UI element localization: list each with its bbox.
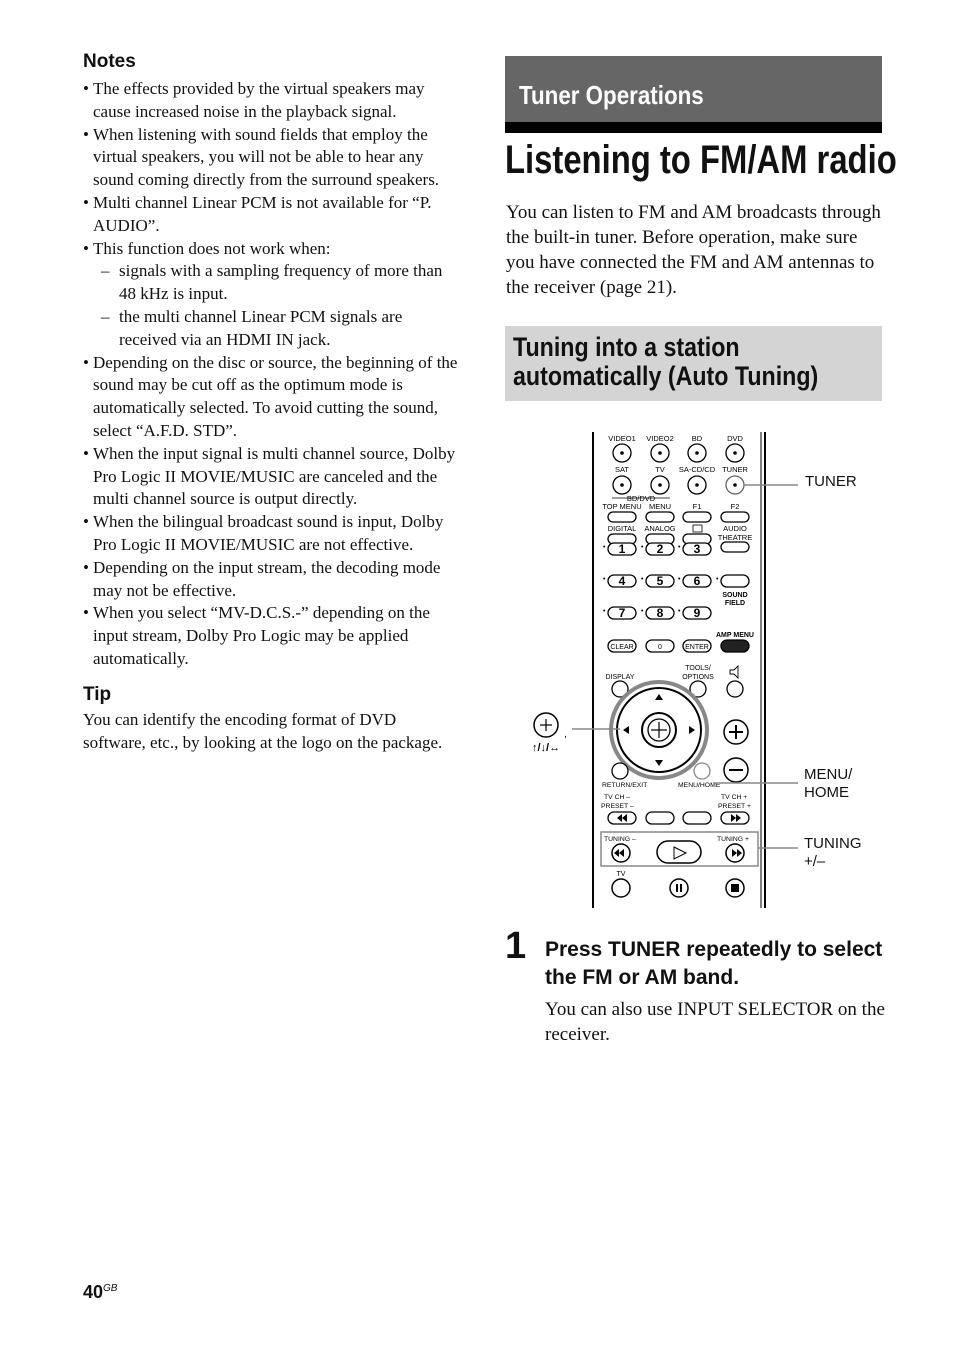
note-subitem: – signals with a sampling frequency of more than 48 kHz is input. [101, 261, 443, 304]
num-4: 4 [618, 574, 626, 588]
note-sublist [93, 260, 463, 351]
section-title: Tuner Operations [519, 80, 704, 110]
bd-label: BD [691, 434, 703, 443]
tuning-plus-label: TUNING + [717, 836, 749, 843]
sat-label: SAT [614, 465, 630, 474]
zero-label: 0 [658, 644, 662, 651]
theatre-label: THEATRE [717, 533, 753, 542]
digital-label: DIGITAL [607, 524, 637, 533]
svg-text:•: • [603, 576, 606, 583]
enter-label: ENTER [685, 644, 709, 651]
tv-ch-minus-label: TV CH – [604, 794, 631, 801]
tv-label: TV [655, 465, 665, 474]
num-7: 7 [618, 606, 626, 620]
note-subitem: – the multi channel Linear PCM signals are received via an HDMI IN jack. [101, 306, 403, 349]
tip-text: You can identify the encoding format of DVD software, etc., by looking at the logo on the package. [83, 709, 443, 752]
svg-text:•: • [641, 576, 644, 583]
callout-menu-line: MENU/ [804, 766, 853, 783]
svg-text:•: • [678, 544, 681, 551]
svg-text:•: • [678, 576, 681, 583]
menu-label: MENU [648, 502, 672, 511]
num-9: 9 [693, 606, 701, 620]
callout-menu-home [804, 766, 852, 802]
tools-label: TOOLS/ [685, 665, 711, 672]
top-menu-label: TOP MENU [602, 502, 642, 511]
subsection-banner [505, 326, 882, 401]
tuner-label: TUNER [722, 465, 748, 474]
field-label: FIELD [724, 600, 746, 607]
note-item: • When you select “MV-D.C.S.-” depending on the input stream, Dolby Pro Logic may be applied automatically. [83, 603, 430, 668]
sound-label: SOUND [722, 592, 748, 599]
note-item: • Depending on the input stream, the decoding mode may not be effective. [83, 557, 441, 600]
step-heading: Press TUNER repeatedly to select the FM or AM band. [545, 938, 883, 989]
sacd-label: SA-CD/CD [678, 465, 716, 474]
callout-plusminus-line: +/– [804, 853, 826, 870]
note-item: • Depending on the disc or source, the beginning of the sound may be cut off as the optimum mode is automatically selected. To avoid cutting the sound, select “A.F.D. STD”. [83, 352, 458, 440]
svg-text:•: • [641, 608, 644, 615]
intro-paragraph: You can listen to FM and AM broadcasts through the built-in tuner. Before operation, make sure you have connected the FM and AM antennas to the receiver (page 21). [506, 202, 881, 298]
display-label: DISPLAY [605, 674, 635, 681]
notes-heading: Notes [83, 51, 136, 72]
section-banner [505, 56, 882, 122]
arrow-keys-icon: ↑/↓/↔ [532, 742, 561, 754]
svg-text:•: • [678, 608, 681, 615]
amp-menu-label: AMP MENU [716, 632, 754, 639]
tuning-minus-label: TUNING – [604, 836, 636, 843]
audio-label: AUDIO [723, 524, 747, 533]
nav-keys-indicator [530, 708, 620, 756]
video1-label: VIDEO1 [608, 434, 636, 443]
num-1: 1 [618, 542, 626, 556]
tv-bottom-label: TV [616, 871, 626, 878]
tv-ch-plus-label: TV CH + [721, 794, 748, 801]
num-5: 5 [656, 574, 664, 588]
svg-text:•: • [603, 544, 606, 551]
options-label: OPTIONS [682, 674, 714, 681]
note-item: • This function does not work when: – signals with a sampling frequency of more than 48 kHz is input. – the multi channel Linear PCM signals are received via an HDMI IN jack. [83, 238, 463, 352]
num-6: 6 [693, 574, 701, 588]
preset-plus-label: PRESET + [718, 803, 751, 810]
notes-list [83, 78, 463, 671]
section-rule [505, 122, 882, 133]
subsection-title: Tuning into a station automatically (Auto Tuning) [513, 332, 819, 391]
tip-heading: Tip [83, 683, 112, 705]
notes-column [83, 50, 463, 754]
step-number: 1 [505, 925, 527, 967]
dvd-label: DVD [727, 434, 743, 443]
f1-label: F1 [692, 502, 702, 511]
video2-label: VIDEO2 [646, 434, 674, 443]
svg-text:•: • [716, 576, 719, 583]
num-3: 3 [693, 542, 701, 556]
clear-label: CLEAR [610, 644, 634, 651]
callout-home-line: HOME [804, 784, 849, 801]
note-item: • The effects provided by the virtual speakers may cause increased noise in the playback signal. [83, 79, 425, 121]
bd-dvd-label: BD/DVD [626, 494, 656, 503]
note-item: • When the input signal is multi channel source, Dolby Pro Logic II MOVIE/MUSIC are canceled and the multi channel source is output directly. [83, 443, 456, 509]
f2-label: F2 [730, 502, 740, 511]
page-number: $40^{GB}$ [83, 1282, 118, 1302]
note-item: • When listening with sound fields that employ the virtual speakers, you will not be able to hear any sound coming directly from the surround speakers. [83, 124, 440, 190]
num-8: 8 [656, 606, 664, 620]
menu-home-remote-label: MENU/HOME [678, 782, 721, 789]
note-item: • Multi channel Linear PCM is not available for “P. AUDIO”. [83, 192, 432, 235]
callout-tuning-line: TUNING [804, 835, 862, 852]
callout-tuner: TUNER [805, 473, 857, 490]
analog-label: ANALOG [644, 524, 676, 533]
num-2: 2 [656, 542, 664, 556]
svg-text:•: • [603, 608, 606, 615]
callout-lines [700, 470, 810, 860]
svg-text:•: • [641, 544, 644, 551]
note-item: • When the bilingual broadcast sound is input, Dolby Pro Logic II MOVIE/MUSIC are not effective. [83, 512, 444, 554]
callout-tuning [804, 835, 862, 871]
preset-minus-label: PRESET – [601, 803, 634, 810]
svg-text:,: , [564, 729, 567, 740]
return-exit-label: RETURN/EXIT [602, 782, 648, 789]
page-title: Listening to FM/AM radio [505, 138, 897, 182]
step-text: You can also use INPUT SELECTOR on the receiver. [545, 999, 885, 1045]
